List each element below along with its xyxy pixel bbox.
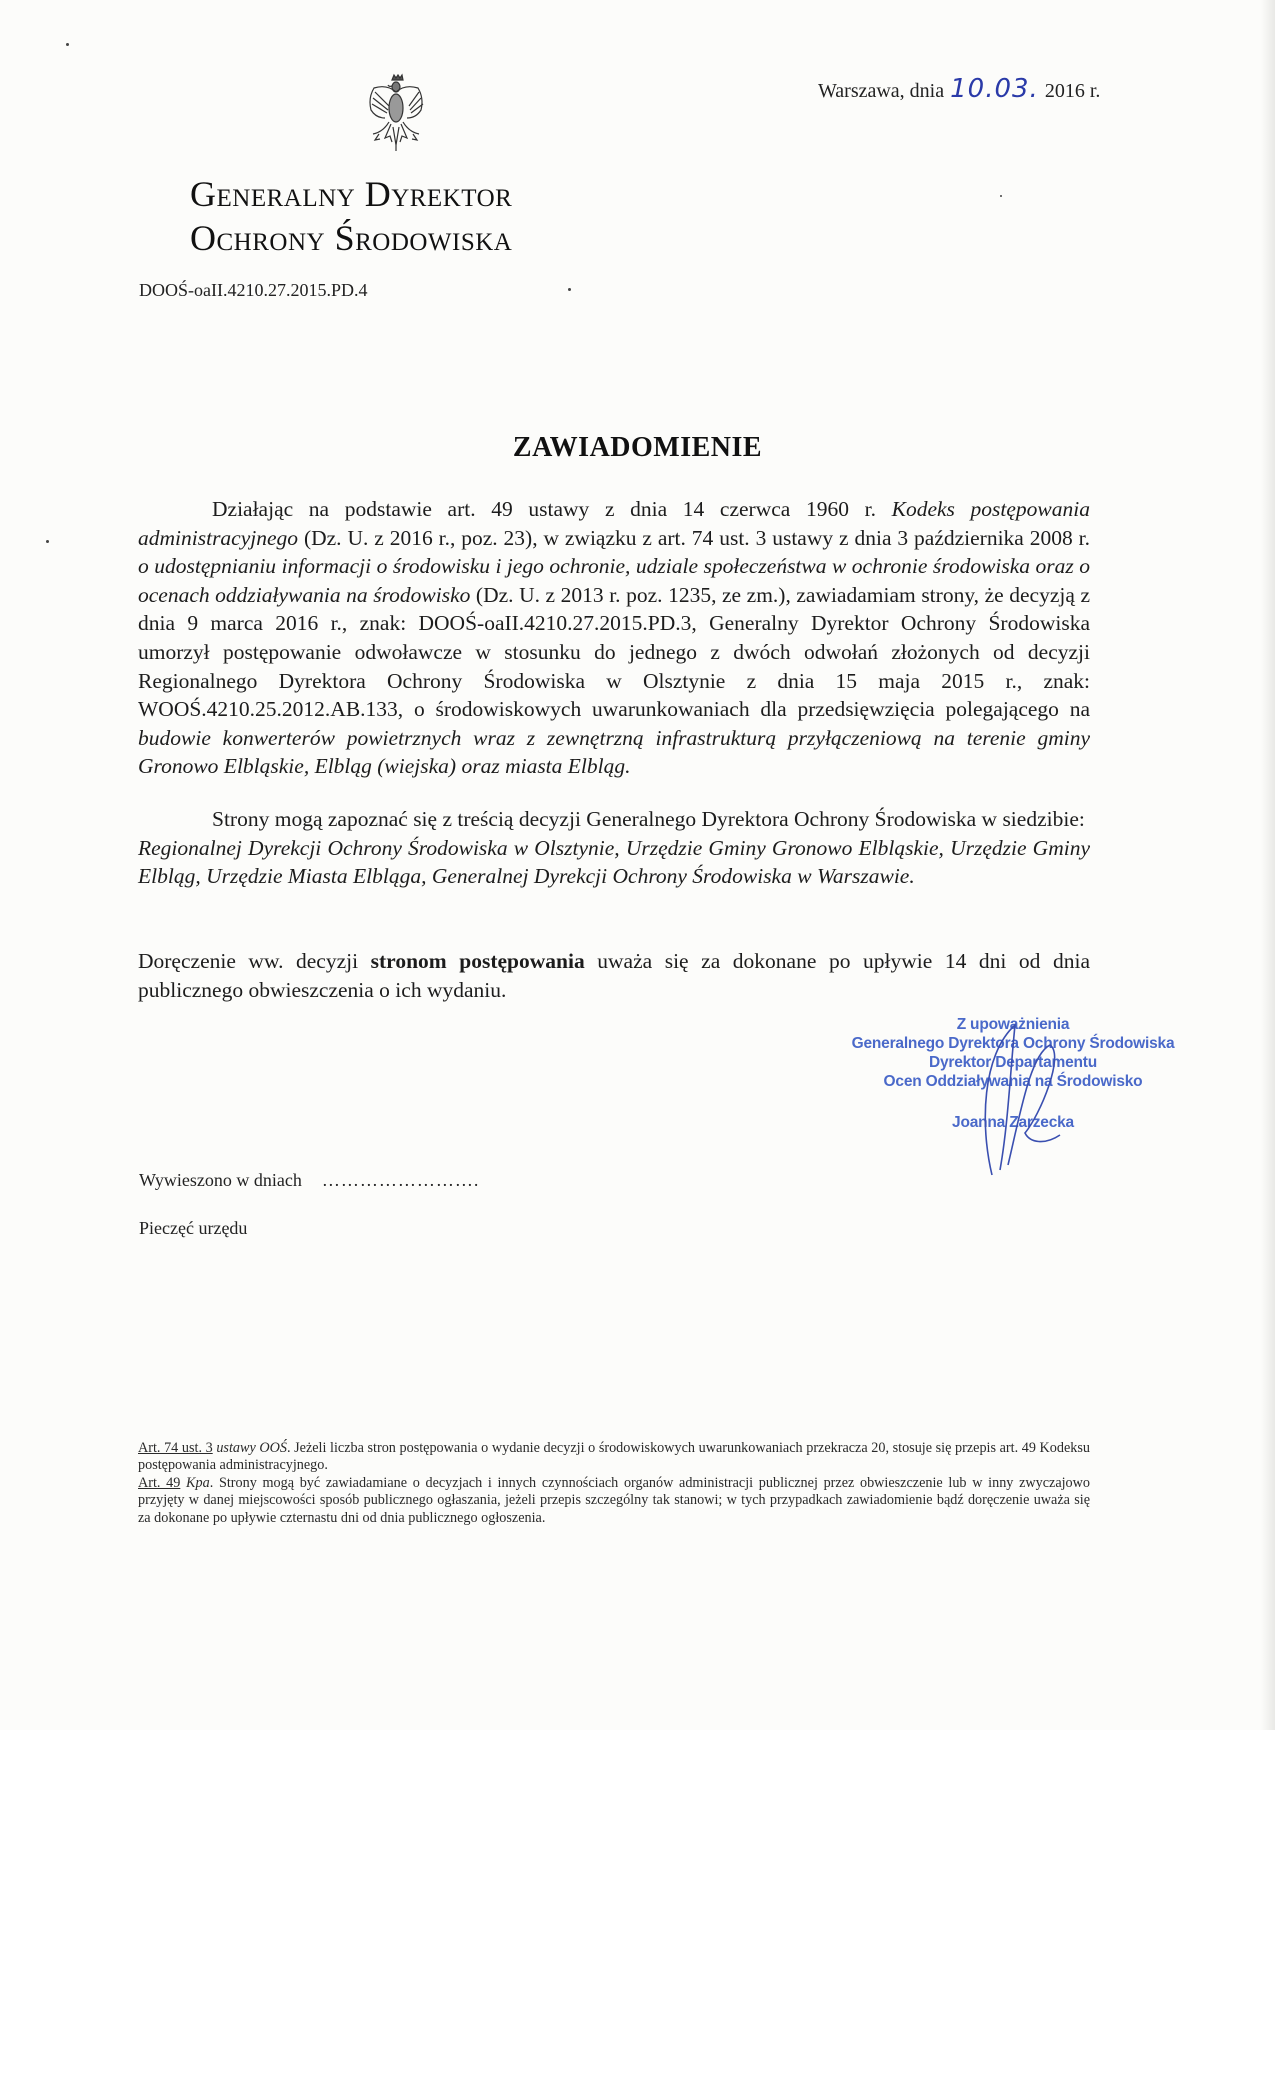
page-edge-shadow — [1261, 0, 1275, 1730]
stamp-line1: Z upoważnienia — [956, 1016, 1070, 1033]
polish-eagle-icon — [365, 72, 427, 154]
footnote-act: Kpa — [186, 1474, 210, 1491]
italic-act-title: Kodeks postępowania administracyjnego — [138, 497, 1090, 550]
text: (Dz. U. z 2016 r., poz. 23), w związku z art. 74 ust. 3 ustawy z dnia 3 października 2008 r. — [298, 525, 1090, 550]
stamp-line4: Ocen Oddziaływania na Środowisko — [883, 1073, 1143, 1090]
date-line — [818, 74, 1100, 104]
footnote-art74 — [138, 1440, 1090, 1475]
date-year: 2016 r. — [1044, 80, 1101, 102]
posting-dates-blank: ……………………. — [321, 1170, 480, 1190]
footnote-ref: Art. 49 — [138, 1474, 181, 1491]
footnote-art49 — [138, 1475, 1090, 1527]
scan-speck — [46, 540, 49, 543]
text: Doręczenie ww. decyzji — [138, 949, 371, 973]
footnote-ref: Art. 74 ust. 3 — [138, 1440, 213, 1456]
authority-name-line2: Ochrony Środowiska — [190, 218, 513, 258]
text: (Dz. U. z 2013 r. poz. 1235, ze zm.), zawiadamiam strony, że decyzją z dnia 9 marca 2016 r., znak: DOOŚ-oaII.4210.27.2015.PD.3, Generalny Dyrektor Ochrony Środowiska umorzył postępowanie odwoławcze w stosunku do jednego z dwóch odwołań złożonych od decyzji Regionalnego Dyrektora Ochrony Środowiska w Olsztynie z dnia 15 maja 2015 r., znak: WOOŚ.4210.25.2012.AB.133, o środowiskowych uwarunkowaniach dla przedsięwzięcia polegającego na — [138, 582, 1090, 722]
paragraph-delivery — [138, 947, 1090, 1004]
office-stamp-label: Pieczęć urzędu — [139, 1218, 248, 1238]
text: Strony mogą zapoznać się z treścią decyzji Generalnego Dyrektora Ochrony Środowiska w siedzibie: — [212, 807, 1085, 831]
scan-speck — [568, 288, 571, 291]
text: Działając na podstawie art. 49 ustawy z dnia 14 czerwca 1960 r. — [212, 497, 892, 521]
handwritten-signature-icon — [970, 1015, 1170, 1195]
paragraph-access-locations — [138, 805, 1090, 891]
scan-speck — [1000, 195, 1002, 197]
authority-name — [190, 172, 512, 260]
scan-speck — [66, 43, 69, 46]
bold-parties: stronom postępowania — [370, 949, 585, 973]
paragraph-legal-basis — [138, 495, 1090, 781]
footnote-act: ustawy OOŚ — [216, 1440, 287, 1456]
authority-name-line1: Generalny Dyrektor — [190, 174, 513, 214]
italic-locations: Regionalnej Dyrekcji Ochrony Środowiska w Olsztynie, Urzędzie Gminy Gronowo Elbląskie, Urzędzie Gminy Elbląg, Urzędzie Miasta Elbląga, Generalnej Dyrekcji Ochrony Środowiska w Warszawie. — [138, 835, 1090, 889]
stamp-line3: Dyrektor Departamentu — [928, 1054, 1098, 1071]
handwritten-date: 10.03. — [950, 74, 1039, 104]
footnote-text: . Jeżeli liczba stron postępowania o wydanie decyzji o środowiskowych uwarunkowaniach przekracza 20, stosuje się przepis art. 49 Kodeksu postępowania administracyjnego. — [138, 1440, 1091, 1474]
footnotes — [138, 1440, 1090, 1527]
text: uważa się za dokonane po upływie 14 dni od dnia publicznego obwieszczenia o ich wydaniu. — [138, 949, 1090, 1002]
posting-dates — [139, 1170, 479, 1191]
blank-area — [0, 1730, 1275, 2100]
notice-title: ZAWIADOMIENIE — [512, 432, 763, 463]
signatory-name: Joanna Zarzecka — [952, 1114, 1074, 1131]
reference-number: DOOŚ-oaII.4210.27.2015.PD.4 — [139, 280, 368, 300]
italic-project-name: budowie konwerterów powietrznych wraz z zewnętrzną infrastrukturą przyłączeniową na terenie gminy Gronowo Elbląskie, Elbląg (wiejska) oraz miasta Elbląg. — [138, 725, 1090, 779]
stamp-line2: Generalnego Dyrektora Ochrony Środowiska — [851, 1035, 1175, 1052]
footnote-text: . Strony mogą być zawiadamiane o decyzjach i innych czynnościach organów administracji publicznej przez obwieszczenie lub w inny zwyczajowo przyjęty w danej miejscowości sposób publicznego ogłaszania, jeżeli przepis szczególny tak stanowi; w tych przypadkach zawiadomienie bądź doręczenie uważa się za dokonane po upływie czternastu dni od dnia publicznego ogłoszenia. — [138, 1474, 1090, 1526]
date-prefix: Warszawa, dnia — [818, 80, 945, 102]
italic-act-title: o udostępnianiu informacji o środowisku i jego ochronie, udziale społeczeństwa w ochronie środowiska oraz o ocenach oddziaływania na środowisko — [138, 554, 1090, 607]
posting-label: Wywieszono w dniach — [139, 1170, 302, 1190]
